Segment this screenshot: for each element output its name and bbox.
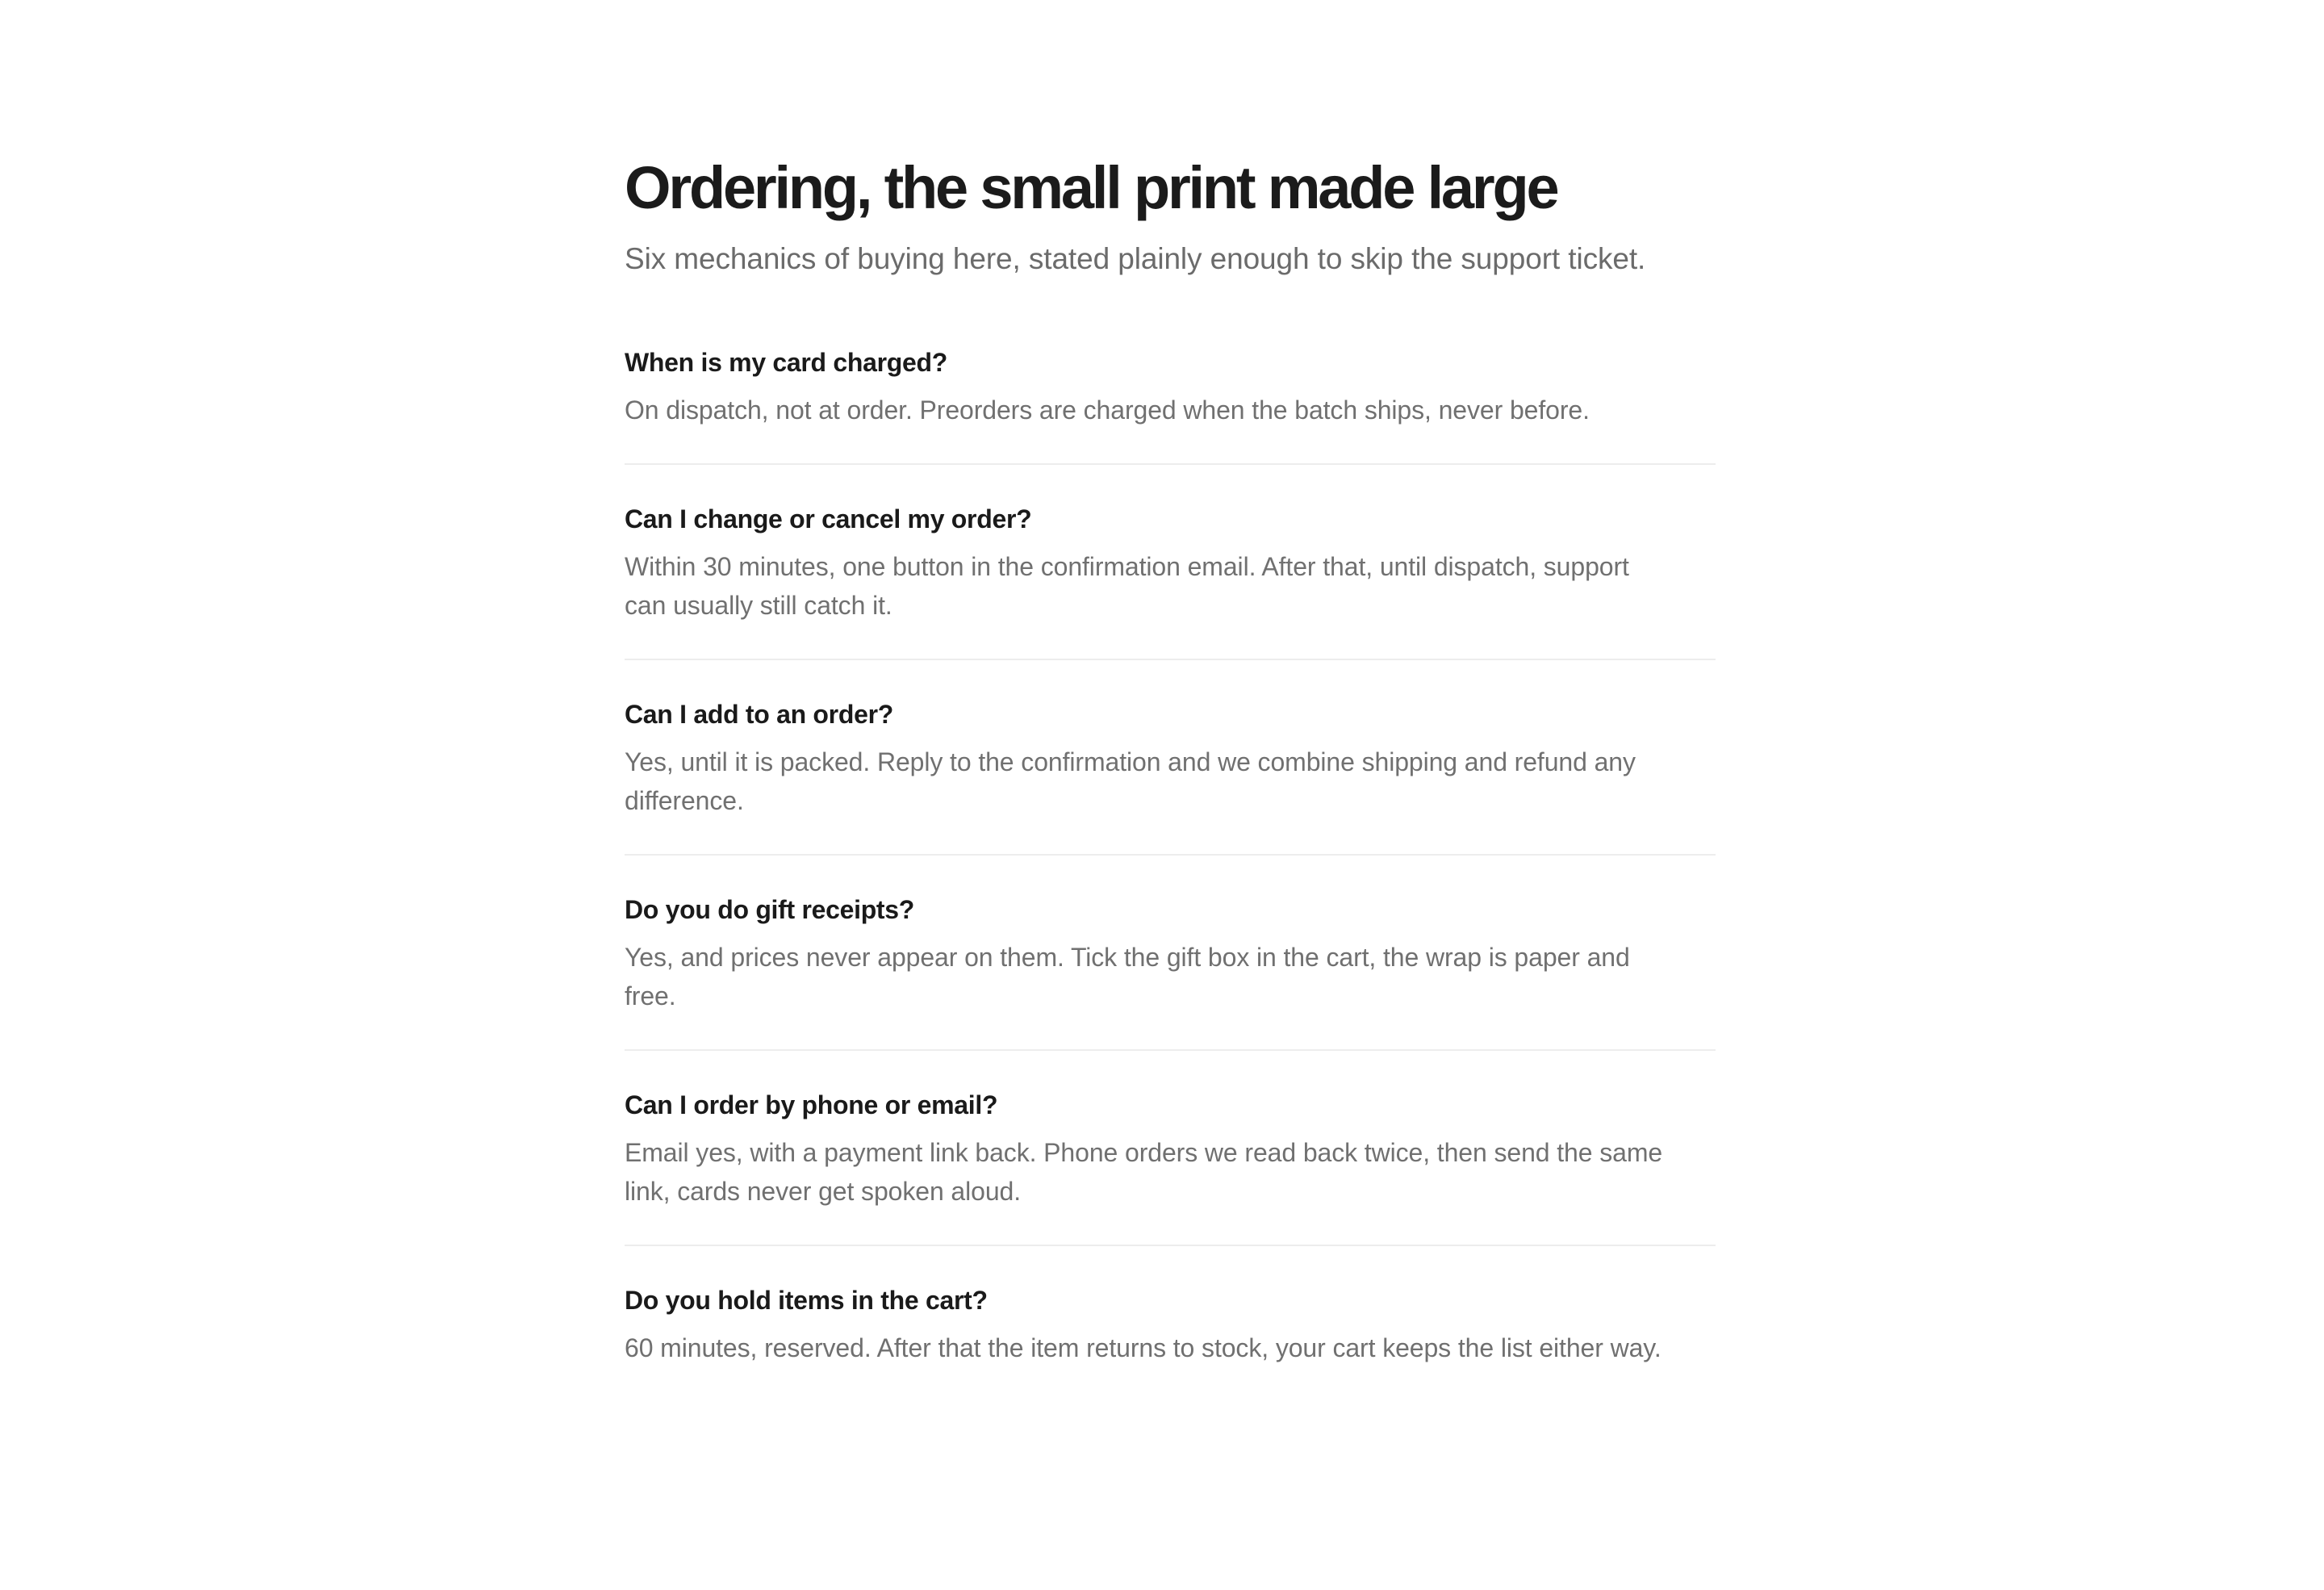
faq-item-phone-email [625, 1088, 1716, 1246]
faq-question: When is my card charged? [625, 348, 948, 377]
faq-question: Do you hold items in the cart? [625, 1286, 988, 1315]
faq-answer: 60 minutes, reserved. After that the item returns to stock, your cart keeps the list either way. [625, 1333, 1661, 1362]
faq-list [625, 345, 1716, 1401]
faq-answer: Email yes, with a payment link back. Phone orders we read back twice, then send the same link, cards never get spoken aloud. [625, 1138, 1663, 1206]
faq-answer: Yes, and prices never appear on them. Tick the gift box in the cart, the wrap is paper and free. [625, 943, 1630, 1010]
faq-section [625, 152, 1716, 1401]
faq-answer: Yes, until it is packed. Reply to the confirmation and we combine shipping and refund any difference. [625, 747, 1636, 815]
faq-question: Can I add to an order? [625, 700, 893, 729]
faq-answer: On dispatch, not at order. Preorders are charged when the batch ships, never before. [625, 395, 1590, 425]
faq-item-gift-receipts [625, 893, 1716, 1051]
faq-item-change-cancel [625, 502, 1716, 660]
faq-question: Can I order by phone or email? [625, 1090, 998, 1119]
page-title: Ordering, the small print made large [625, 154, 1557, 221]
faq-question: Do you do gift receipts? [625, 895, 915, 924]
faq-question: Can I change or cancel my order? [625, 504, 1032, 533]
faq-item-add-to-order [625, 697, 1716, 856]
page-subtitle: Six mechanics of buying here, stated plainly enough to skip the support ticket. [625, 242, 1646, 275]
faq-item-card-charged [625, 345, 1716, 465]
faq-answer: Within 30 minutes, one button in the confirmation email. After that, until dispatch, support can usually still catch it. [625, 552, 1629, 620]
faq-item-cart-hold [625, 1283, 1716, 1401]
